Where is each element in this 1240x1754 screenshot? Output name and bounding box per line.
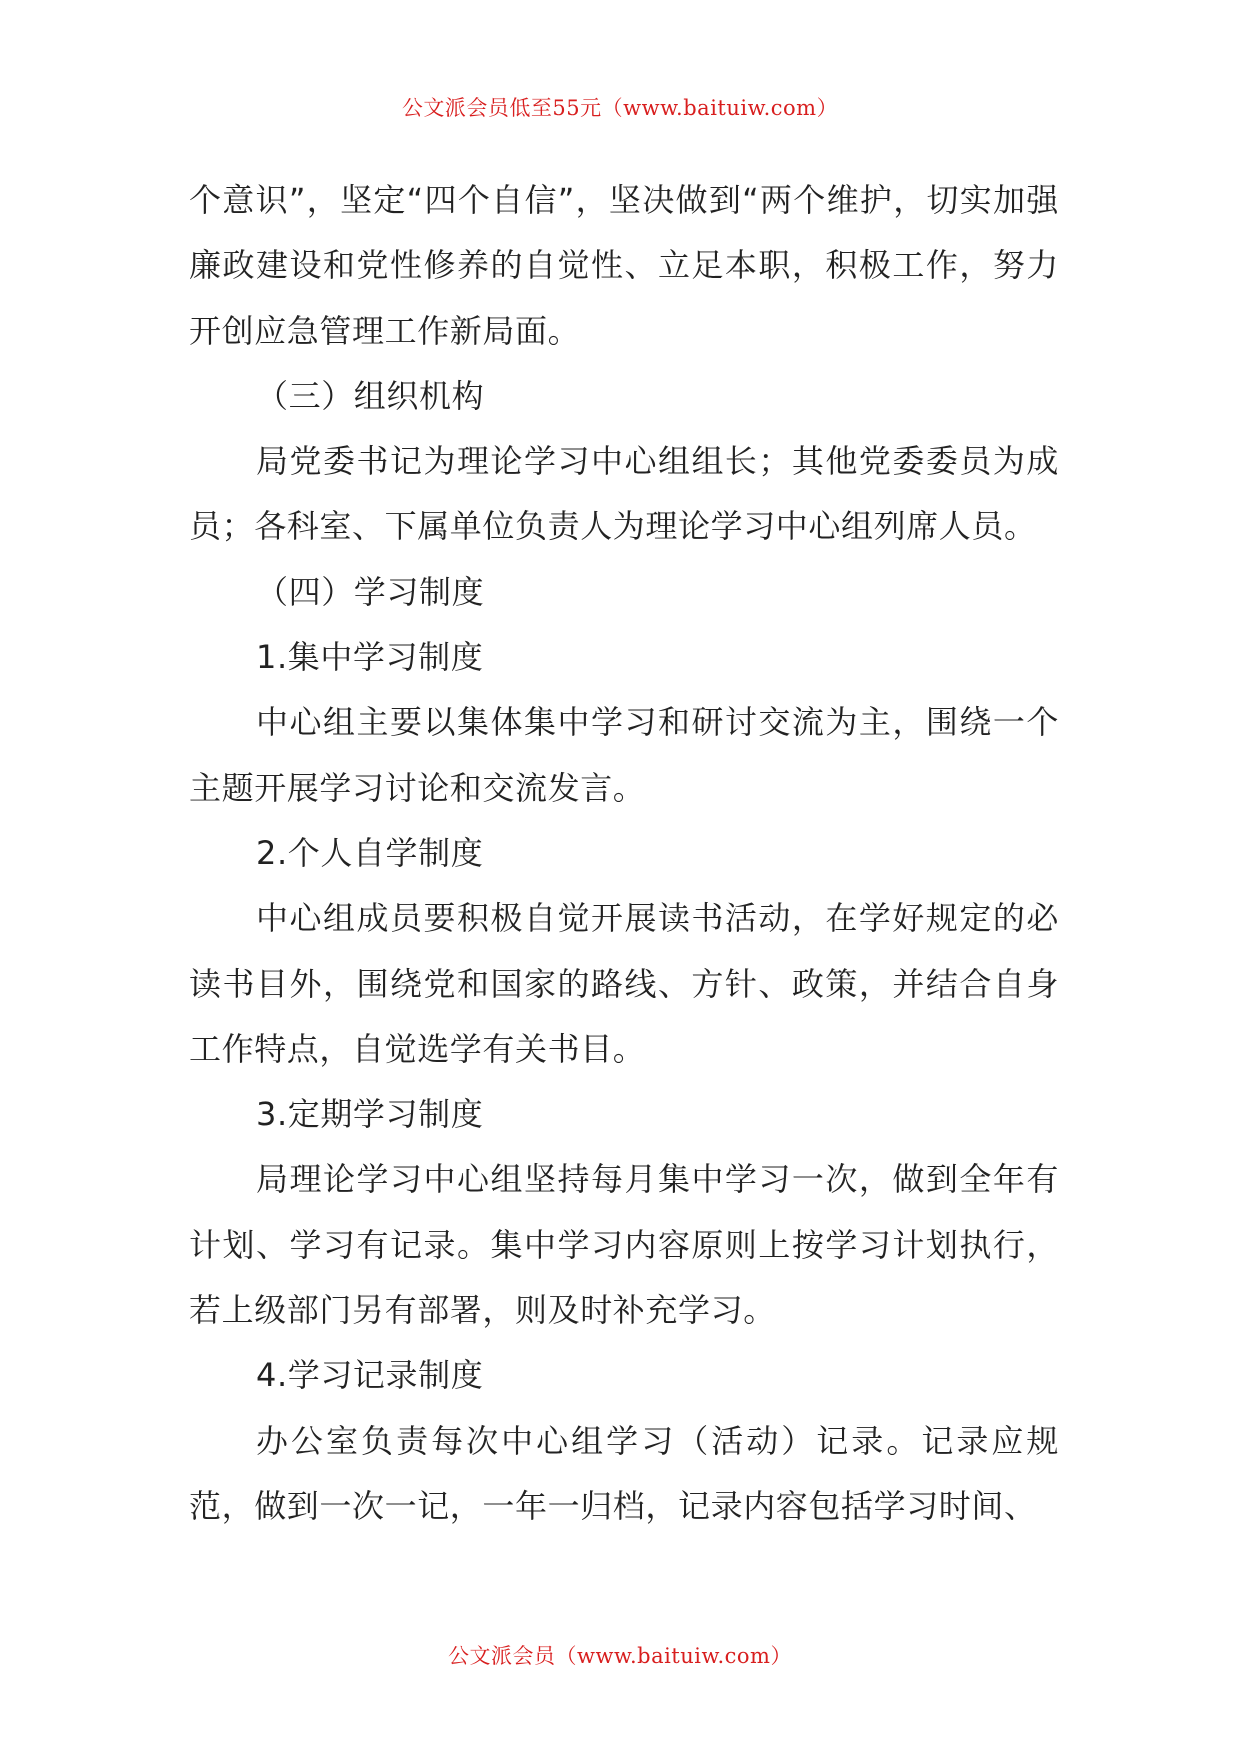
body-paragraph: 局理论学习中心组坚持每月集中学习一次，做到全年有计划、学习有记录。集中学习内容原则上按学习计划执行，若上级部门另有部署，则及时补充学习。 [189, 1160, 1059, 1330]
subsection-heading: 1.集中学习制度 [256, 638, 484, 677]
document-body [189, 168, 1059, 1539]
footer-promo-banner: 公文派会员（www.baituiw.com） [448, 1644, 792, 1668]
body-paragraph: 个意识”，坚定“四个自信”，坚决做到“两个维护，切实加强廉政建设和党性修养的自觉性、立足本职，积极工作，努力开创应急管理工作新局面。 [189, 181, 1059, 350]
subsection-heading: 4.学习记录制度 [256, 1356, 484, 1395]
body-paragraph: 局党委书记为理论学习中心组组长；其他党委委员为成员；各科室、下属单位负责人为理论学习中心组列席人员。 [189, 442, 1059, 546]
subsection-heading: 3.定期学习制度 [256, 1095, 484, 1134]
body-paragraph: 办公室负责每次中心组学习（活动）记录。记录应规范，做到一次一记，一年一归档，记录内容包括学习时间、 [189, 1421, 1059, 1525]
section-heading: （三）组织机构 [256, 376, 485, 415]
subsection-heading: 2.个人自学制度 [256, 833, 484, 872]
header-promo-banner: 公文派会员低至55元（www.baituiw.com） [401, 96, 839, 120]
body-paragraph: 中心组主要以集体集中学习和研讨交流为主，围绕一个主题开展学习讨论和交流发言。 [189, 703, 1059, 807]
body-paragraph: 中心组成员要积极自觉开展读书活动，在学好规定的必读书目外，围绕党和国家的路线、方针、政策，并结合自身工作特点，自觉选学有关书目。 [189, 899, 1059, 1068]
section-heading: （四）学习制度 [256, 572, 485, 611]
